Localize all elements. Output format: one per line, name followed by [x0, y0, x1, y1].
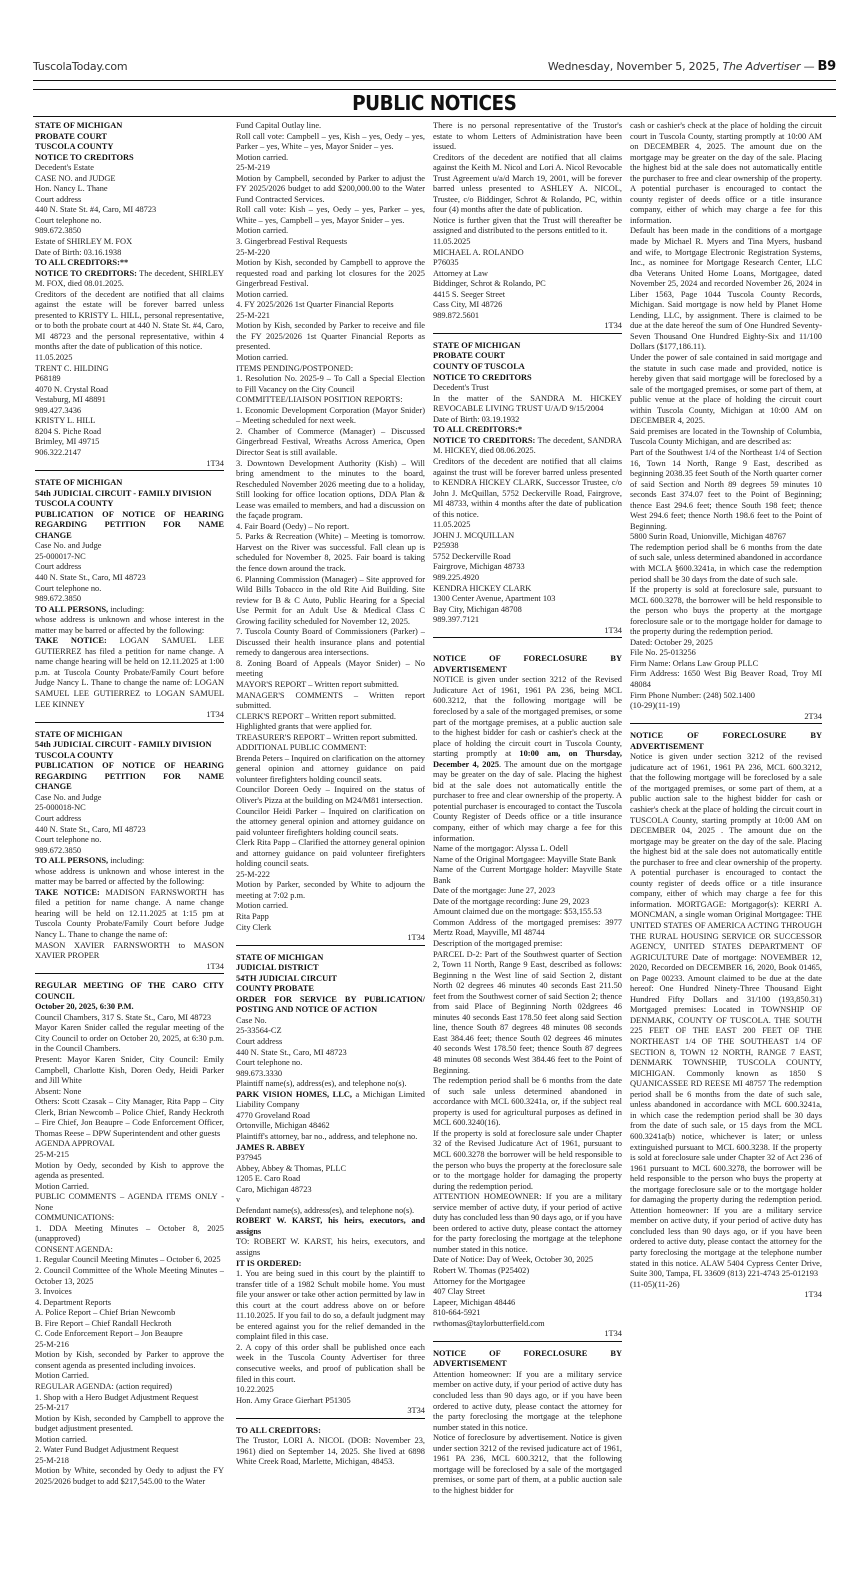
notice-foreclosure-myers: NOTICE OF FORECLOSURE BY ADVERTISEMENT Attention homeowner: If you are a military service member on active duty, if your period of active duty has concluded less than 90 days ago, or if you have been ordered to active duty, please contact the attorney for the party foreclosing the mortgage at the telephone number stated in this notice. Notice of foreclosure by advertisement. Notice is given under section 3212 of the revised judicature act of 1961, 1961 PA 236, MCL 600.3212, that the following mortgage will be foreclosed by a sale of the mortgaged premises, or some part of them, at a public auction sale to the highest bidder for	[433, 1348, 622, 1495]
text-line: COMMUNICATIONS:	[35, 1213, 115, 1223]
text-line: Part of the Southwest 1/4 of the Northeast 1/4 of Section 16, Town 14 North, Range 9 East, described as beginning 2038.35 feet South of the North quarter corner of said Section and North 89 degrees 59 minutes 10 seconds East 374.07 feet to the Point of Beginning; thence East 294.6 feet; thence South 198 feet; thence West 294.6 feet; thence North 198.6 feet to the Point of Beginning.	[630, 447, 822, 531]
text-line: 25-M-222	[236, 869, 270, 879]
text-line: ITEMS PENDING/POSTPONED:	[236, 363, 354, 373]
text-line: Motion by Kish, seconded by Campbell to approve the budget adjustment presented.	[35, 1413, 224, 1434]
text-line: 5800 Surin Road, Unionville, Michigan 48767	[630, 532, 787, 542]
text-line: ADDITIONAL PUBLIC COMMENT:	[236, 743, 367, 753]
text-line: Motion carried.	[236, 152, 289, 162]
text-line: cash or cashier's check at the place of holding the circuit court in Tuscola County, starting promptly at 10:00 AM on DECEMBER 4, 2025. The amount due on the mortgage may be greater on the day of the sale. Placing the highest bid at the sale does not automatically entitle the purchaser to free and clear ownership of the property. A potential purchaser is encouraged to contact the county register of deeds office or a title insurance company, either of which may charge a fee for this information.	[630, 121, 822, 225]
text-line: A. Police Report – Chief Brian Newcomb	[35, 1308, 176, 1318]
text-line: Attorney for the Mortgagee	[433, 1276, 526, 1286]
text-line: 3. Downtown Development Authority (Kish) – Will bring amendment to the minutes to the board, Rescheduled November 2026 meeting due to a holiday, Still looking for office location options, DDA Plan & Lease was emailed to members, and had a discussion on the façade program.	[236, 458, 425, 521]
section-header	[33, 89, 836, 117]
text-line: REGULAR AGENDA: (action required)	[35, 1381, 172, 1391]
text-line: Amount claimed due on the mortgage: $53,155.53	[433, 907, 602, 917]
text-line: Motion carried.	[236, 226, 289, 236]
text-line: Robert W. Thomas (P25402)	[433, 1265, 530, 1275]
insertion-code: 1T34	[206, 710, 224, 720]
text-line: MICHAEL A. ROLANDO	[433, 247, 524, 257]
column-1	[35, 121, 224, 1487]
text-line: 2. Chamber of Commerce (Manager) – Discussed Gingerbread Festival, Wreaths Across America, Open Director Seat is still available.	[236, 426, 425, 457]
text-line: Name of the mortgagor: Alyssa L. Odell	[433, 844, 569, 854]
text-line: Roll call vote: Campbell – yes, Kish – yes, Oedy – yes, Parker – yes, White – yes, Mayor Snider – yes.	[236, 131, 425, 152]
text-line: Motion carried.	[35, 1434, 88, 1444]
column-3	[433, 121, 622, 1496]
line: Decedent's Estate	[35, 163, 94, 173]
text-line: Motion Carried.	[35, 1371, 89, 1381]
insertion-code: 1T34	[604, 1329, 622, 1339]
text-line: 4. FY 2025/2026 1st Quarter Financial Reports	[236, 300, 394, 310]
text-line: Roll call vote: Kish – yes, Oedy – yes, Parker – yes, White – yes, Campbell – yes, Mayor Snider – yes.	[236, 205, 425, 225]
text-line: JOHN J. MCQUILLAN	[433, 530, 515, 540]
text-line: Motion by Oedy, seconded by Kish to approve the agenda as presented.	[35, 1160, 224, 1181]
line: Court telephone no.	[35, 215, 102, 225]
divider	[35, 973, 224, 974]
notice-foreclosure-myers-continued	[630, 121, 822, 722]
text-line: 4415 S. Seeger Street	[433, 289, 506, 299]
divider	[35, 470, 224, 471]
text-line: Motion by Parker, seconded by White to adjourn the meeting at 7:02 p.m.	[236, 880, 425, 900]
text-line: Firm Name: Orlans Law Group PLLC	[630, 658, 759, 668]
line: 440 N. State St. #4, Caro, MI 48723	[35, 205, 157, 215]
notice-caro-council-minutes-continued	[236, 121, 425, 944]
text-line: COMMITTEE/LIAISON POSITION REPORTS:	[236, 395, 403, 405]
text-line: Brenda Peters – Inquired on clarification on the attorney general opinion and attorney guidance on paid volunteer firefighters holding council seats.	[236, 753, 425, 784]
notice-foreclosure-odell: NOTICE OF FORECLOSURE BY ADVERTISEMENT NOTICE is given under section 3212 of the Revised Judicature Act of 1961, 1961 PA 236, being MCL 600.3212, that the following mortgage will be foreclosed by a sale of the mortgaged premises, or some part of the mortgage premises, at a public auction sale to the highest bidder for cash or cashier's check at the place of holding the circuit court in Tuscola County, starting promptly at 10:00 am, on Thursday, December 4, 2025. The amount due on the mortgage may be greater on the day of sale. Placing the highest bid at the sale does not automatically entitle the purchaser to free and clear ownership of the property. A potential purchaser is encouraged to contact the Tuscola County Register of Deeds office or a title insurance company, either of which may charge a fee for this information. Name of the mortgagor: Alyssa L. Odell Name of the Original Mortgagee: Mayville State Bank Name of the Current Mortgage holder: Mayville State Bank Date of the mortgage: June 27, 2023 Date of the mortgage recording: June 29, 2023 Amount claimed due on the mortgage: $53,155.53 Common Address of the mortgaged premises: 3977 Mertz Road, Mayville, MI 48744 Description of the mortgaged premise: PARCEL D-2: Part of the Southwest quarter of Section 2, Town 11 North, Range 9 East, described as follows: Beginning n the West line of said Section 2, distant North 02 degrees 46 minutes 40 seconds East 211.50 feet from the Southwest corner of said Section 2; thence from said Place of Beginning North 02dgrees 46 minutes 40 seconds East 178.50 feet along said Section line, thence South 87 degrees 48 minutes 08 seconds East 384.46 feet; thence South 02 degrees 46 minutes 40 seconds West 178.50 feet; thence South 87 degrees 48 minutes 08 seconds West 384.46 feet to the Point of Beginning. The redemption period shall be 6 months from the date of such sale unless determined abandoned in accordance with MCL 600.3241a, or, if the subject real property is used for agricultural purposes as defined in MCL 600.3240(16). If the property is sold at foreclosure sale under Chapter 32 of the Revised Judicature Act of 1961, pursuant to MCL 600.3278 the borrower will be held responsible to the person who buys the property at the foreclosure sale or to the mortgage holder for damaging the property during the redemption period. ATTENTION HOMEOWNER: If you are a military service member of active duty, if your period of active duty has concluded less than 90 days ago, or if you have been ordered to active duty, please contact the attorney for the party foreclosing the mortgage at the telephone number stated in this notice. Date of Notice: Day of Week, October 30, 2025 Robert W. Thomas (P25402) Attorney for the Mortgagee 407 Clay Street Lapeer, Michigan 48446 810-664-5921 rwthomas@taylorbutterfield.com 1T34	[433, 654, 622, 1339]
issue-date: Wednesday, November 5, 2025,	[547, 60, 723, 73]
column-2	[236, 121, 425, 1468]
text-line: Absent: None	[35, 1086, 82, 1096]
text-line: 4. Fair Board (Oedy) – No report.	[236, 521, 350, 531]
line: Date of Birth: 03.16.1938	[35, 247, 122, 257]
text-line: 3. Invoices	[35, 1287, 72, 1297]
text-line: Fairgrove, Michigan 48733	[433, 562, 525, 572]
text-line: Biddinger, Schrot & Rolando, PC	[433, 279, 546, 289]
notice-paragraph: NOTICE TO CREDITORS: The decedent, SHIRLEY M. FOX, died 08.01.2025.	[35, 268, 224, 289]
text-line: 989.397.7121	[433, 615, 480, 625]
text-line: Motion carried.	[236, 353, 289, 363]
text-line: 1300 Center Avenue, Apartment 103	[433, 594, 556, 604]
text-line: Dated: October 29, 2025	[630, 637, 713, 647]
text-line: File No. 25-013256	[630, 648, 696, 658]
text-line: 8. Zoning Board of Appeals (Mayor Snider) – No meeting	[236, 658, 425, 679]
heading: TUSCOLA COUNTY	[35, 142, 114, 152]
notice-name-change-gutierrez: STATE OF MICHIGAN 54th JUDICIAL CIRCUIT - FAMILY DIVISION TUSCOLA COUNTY PUBLICATION OF NOTICE OF HEARING REGARDING PETITION FOR NAME CHANGE Case No. and Judge 25-000017-NC Court address 440 N. State St., Caro, MI 48723 Court telephone no. 989.672.3850 TO ALL PERSONS, including: whose address is unknown and whose interest in the matter may be barred or affected by the following: TAKE NOTICE: LOGAN SAMUEL LEE GUTIERREZ has filed a petition for name change. A name change hearing will be held on 12.11.2025 at 1:00 p.m. at Tuscola County Probate/Family Court before Judge Nancy L. Thane to change the name of: LOGAN SAMUEL LEE GUTIERREZ to LOGAN SAMUEL LEE KINNEY 1T34	[35, 478, 224, 720]
divider	[35, 722, 224, 723]
text-line: 989.225.4920	[433, 572, 480, 582]
text-line: 25-M-220	[236, 247, 270, 257]
text-line: Mayor Karen Snider called the regular meeting of the City Council to order on October 20, 2025, at 6:30 p.m. in the Council Chambers.	[35, 1023, 224, 1054]
text-line: 25-M-218	[35, 1455, 69, 1465]
text-line: Date of Notice: Day of Week, October 30, 2025	[433, 1255, 594, 1265]
masthead	[33, 56, 836, 81]
notice-probate-fox: STATE OF MICHIGAN PROBATE COURT TUSCOLA COUNTY NOTICE TO CREDITORS Decedent's Estate CASE NO. and JUDGE Hon. Nancy L. Thane Court address 440 N. State St. #4, Caro, MI 48723 Court telephone no. 989.672.3850 Estate of SHIRLEY M. FOX Date of Birth: 03.16.1938 TO ALL CREDITORS:** NOTICE TO CREDITORS: The decedent, SHIRLEY M. FOX, died 08.01.2025. Creditors of the decedent are notified that all claims against the estate will be forever barred unless presented to KRISTY L. HILL, personal representative, or to both the probate court at 440 N. State St. #4, Caro, MI 48723 and the personal representative, within 4 months after the date of publication of this notice. 11.05.2025 TRENT C. HILDING P68189 4070 N. Crystal Road Vestaburg, MI 48891 989.427.3436 KRISTY L. HILL 8204 S. Piche Road Brimley, MI 49715 906.322.2147 1T34	[35, 121, 224, 468]
text-line: 1. DDA Meeting Minutes – October 8, 2025 (unapproved)	[35, 1223, 224, 1244]
insertion-code: 3T34	[407, 1406, 425, 1416]
divider	[236, 1418, 425, 1419]
section-title: PUBLIC NOTICES	[352, 91, 517, 115]
line: CASE NO. and JUDGE	[35, 173, 116, 183]
text-line: ATTENTION HOMEOWNER: If you are a military service member of active duty, if your period of active duty has concluded less than 90 days ago, or if you have been ordered to active duty, please contact the attorney for the party foreclosing the mortgage at the telephone number stated in this notice.	[433, 1192, 622, 1254]
text-line: (10-29)(11-19)	[630, 701, 680, 711]
text-line: Fund Capital Outlay line.	[236, 121, 322, 130]
divider	[433, 637, 622, 638]
text-line: 4. Department Reports	[35, 1297, 112, 1307]
text-line: Under the power of sale contained in said mortgage and the statute in such case made and provided, notice is hereby given that said mortgage will be foreclosed by a sale of the mortgaged premises, or some part of them, at public venue at the place of holding the circuit court within Tuscola County, Michigan at 10:00 AM on DECEMBER 4, 2025.	[630, 353, 822, 426]
text-line: 2. Water Fund Budget Adjustment Request	[35, 1445, 179, 1455]
text-line: TREASURER'S REPORT – Written report submitted.	[236, 732, 418, 742]
text-line: 810-664-5921	[433, 1308, 481, 1318]
text-line: Attorney at Law	[433, 268, 488, 278]
line: Hon. Nancy L. Thane	[35, 184, 108, 194]
text-line: If the property is sold at foreclosure sale, pursuant to MCL 600.3278, the borrower will be held responsible to the person who buys the property at the mortgage foreclosure sale or to the mortgage holder for damage to the property during the redemption period.	[630, 585, 822, 637]
notice-nicol-trust: TO ALL CREDITORS: The Trustor, LORI A. NICOL (DOB: November 23, 1961) died on September 14, 2025. She lived at 6898 White Creek Road, Marlette, Michigan, 48453.	[236, 1425, 425, 1467]
text-line: 989.872.5601	[433, 310, 480, 320]
text-line: KENDRA HICKEY CLARK	[433, 583, 532, 593]
text-line: Motion by Campbell, seconded by Parker to adjust the FY 2025/2026 budget to add $200,000.00 to the Water Fund Contracted Services.	[236, 173, 425, 204]
divider	[236, 945, 425, 946]
text-line: Councilor Heidi Parker – Inquired on clarification on the attorney general opinion and attorney guidance on paid volunteer firefighters holding council seats.	[236, 806, 425, 837]
text-line: Motion by Kish, seconded by Parker to approve the consent agenda as presented including invoices.	[35, 1350, 224, 1370]
text-line: The redemption period shall be 6 months from the date of such sale unless determined abandoned in accordance with MCL 600.3241a, or, if the subject real property is used for agricultural purposes as defined in MCL 600.3240(16).	[433, 1076, 622, 1128]
text-line: Said premises are located in the Township of Columbia, Tuscola County Michigan, and are described as:	[630, 426, 822, 447]
notice-caro-council-minutes: REGULAR MEETING OF THE CARO CITY COUNCIL October 20, 2025, 6:30 P.M. Council Chambers, 317 S. State St., Caro, MI 48723 Mayor Karen Snider called the regular meeting of the City Council to order on October 20, 2025, at 6:30 p.m. in the Council Chambers. Present: Mayor Karen Snider, City Council: Emily Campbell, Charlotte Kish, Doren Oedy, Heidi Parker and Jill White Absent: None Others: Scott Czasak – City Manager, Rita Papp – City Clerk, Brian Newcomb – Police Chief, Randy Heckroth – Fire Chief, Jon Beaupre – Code Enforcement Officer, Thomas Reese – DPW Superintendent and other guests AGENDA APPROVAL 25-M-215 Motion by Oedy, seconded by Kish to approve the agenda as presented. Motion Carried. PUBLIC COMMENTS – AGENDA ITEMS ONLY - None COMMUNICATIONS: 1. DDA Meeting Minutes – October 8, 2025 (unapproved) CONSENT AGENDA: 1. Regular Council Meeting Minutes – October 6, 2025 2. Council Committee of the Whole Meeting Minutes – October 13, 2025 3. Invoices 4. Department Reports A. Police Report – Chief Brian Newcomb B. Fire Report – Chief Randall Heckroth C. Code Enforcement Report – Jon Beaupre 25-M-216 Motion by Kish, seconded by Parker to approve the consent agenda as presented including invoices. Motion Carried. REGULAR AGENDA: (action required) 1. Shop with a Hero Budget Adjustment Request 25-M-217 Motion by Kish, seconded by Campbell to approve the budget adjustment presented. Motion carried. 2. Water Fund Budget Adjustment Request 25-M-218 Motion by White, seconded by Oedy to adjust the FY 2025/2026 budget to add $217,545.00 to the Water	[35, 981, 224, 1486]
text-line: Others: Scott Czasak – City Manager, Rita Papp – City Clerk, Brian Newcomb – Police Chief, Randy Heckroth – Fire Chief, Jon Beaupre – Code Enforcement Officer, Thomas Reese – DPW Superintendent and other guests	[35, 1097, 224, 1138]
text-line: There is no personal representative of the Trustor's estate to whom Letters of Administration have been issued.	[433, 121, 622, 152]
line: Court address	[35, 194, 82, 204]
divider	[433, 1341, 622, 1342]
text-line: Clerk Rita Papp – Clarified the attorney general opinion and attorney guidance on paid volunteer firefighters holding council seats.	[236, 838, 425, 869]
text-line: Motion carried.	[236, 901, 289, 911]
text-line: 11.05.2025	[433, 237, 471, 247]
text-line: 1. Economic Development Corporation (Mayor Snider) – Meeting scheduled for next week.	[236, 405, 425, 426]
text-line: Motion by Kish, seconded by Campbell to approve the requested road and parking lot closures for the 2025 Gingerbread Festival.	[236, 258, 425, 289]
text-line: 5752 Deckerville Road	[433, 551, 511, 561]
divider	[630, 723, 822, 724]
notice-foreclosure-moncman: NOTICE OF FORECLOSURE BY ADVERTISEMENT Notice is given under section 3212 of the revised judicature act of 1961, 1961 PA 236, MCL 600.3212, that the following mortgage will be foreclosed by a sale of the mortgaged premises, or some part of them, at a public auction sale to the highest bidder for cash or cashier's check at the place of holding the circuit court in TUSCOLA County, starting promptly at 10:00 AM on DECEMBER 04, 2025 . The amount due on the mortgage may be greater on the day of the sale. Placing the highest bid at the sale does not automatically entitle the purchaser to free and clear ownership of the property. A potential purchaser is encouraged to contact the county register of deeds office or a title insurance company, either of which may charge a fee for this information. MORTGAGE: Mortgagor(s): KERRI A. MONCMAN, a single woman Original Mortgagee: THE UNITED STATES OF AMERICA ACTING THROUGH THE RURAL HOUSING SERVICE OR SUCCESSOR AGENCY, UNITED STATES DEPARTMENT OF AGRICULTURE Date of mortgage: NOVEMBER 12, 2020, Recorded on DECEMBER 16, 2020, Book 01465, on Page 00233. Amount claimed to be due at the date hereof: One Hundred Ninety-Three Thousand Eight Hundred Fifty Dollars and 31/100 (193,850.31) Mortgaged premises: Located in TOWNSHIP OF DENMARK, COUNTY OF TUSCOLA. THE SOUTH 225 FEET OF THE EAST 200 FEET OF THE NORTHEAST 1/4 OF THE SOUTHEAST 1/4 OF SECTION 8, TOWN 12 NORTH, RANGE 7 EAST, DENMARK TOWNSHIP, TUSCOLA COUNTY, MICHIGAN. Commonly known as 1850 S QUANICASSEE RD REESE MI 48757 The redemption period shall be 6 months from the date of such sale, unless abandoned in accordance with MCL 600.3241a, in which case the redemption period shall be 30 days from the date of such sale, or 15 days from the MCL 600.3241a(b) notice, whichever is later; or unless extinguished pursuant to MCL 600.3238. If the property is sold at foreclosure sale under Chapter 32 of Act 236 of 1961 pursuant to MCL 600.3278, the borrower will be held responsible to the person who buys the property at the mortgage foreclosure sale or to the mortgage holder for damaging the property during the redemption period. Attention homeowner: If you are a military service member on active duty, if your period of active duty has concluded less than 90 days ago, or if you have been ordered to active duty, please contact the attorney for the party foreclosing the mortgage at the telephone number stated in this notice. ALAW 5404 Cypress Center Drive, Suite 300, Tampa, FL 33609 (813) 221-4743 25-012193 (11-05)(11-26) 1T34	[630, 731, 822, 1300]
text-line: CONSENT AGENDA:	[35, 1244, 113, 1254]
insertion-code: 1T34	[604, 625, 622, 635]
page-number: B9	[817, 59, 836, 74]
dash: —	[800, 60, 815, 73]
text-line: Name of the Current Mortgage holder: Mayville State Bank	[433, 865, 622, 885]
notice-nicol-trust-continued	[433, 121, 622, 332]
text-line: 6. Planning Commission (Manager) – Site approved for Wild Bills Tobacco in the old Rite Aid Building. Site review for B & C Auto, Public Hearing for a Special Use Permit for an Adult Use & Medical Class C Growing facility scheduled for November 12, 2025.	[236, 574, 425, 626]
text-line: P25938	[433, 541, 459, 551]
site-name: TuscolaToday.com	[33, 60, 128, 73]
text-line: Creditors of the decedent are notified that all claims against the Keith M. Nicol and Lori A. Nicol Revocable Trust Agreement u/a/d March 19, 2001, will be forever barred unless presented to ASHLEY A. NICOL, Trustee, c/o Biddinger, Schrot & Rolando, PC, within four (4) months after the date of publication.	[433, 152, 622, 215]
heading: PROBATE COURT	[35, 131, 107, 141]
text-line: C. Code Enforcement Report – Jon Beaupre	[35, 1329, 183, 1339]
column-4	[630, 121, 822, 1301]
notice-name-change-farnsworth: STATE OF MICHIGAN 54th JUDICIAL CIRCUIT - FAMILY DIVISION TUSCOLA COUNTY PUBLICATION OF NOTICE OF HEARING REGARDING PETITION FOR NAME CHANGE Case No. and Judge 25-000018-NC Court address 440 N. State St., Caro, MI 48723 Court telephone no. 989.672.3850 TO ALL PERSONS, including: whose address is unknown and whose interest in the matter may be barred or affected by the following: TAKE NOTICE: MADISON FARNSWORTH has filed a petition for name change. A name change hearing will be held on 12.11.2025 at 1:15 pm at Tuscola County Probate/Family Court before Judge Nancy L. Thane to change the name of: MASON XAVIER FARNSWORTH to MASON XAVIER PROPER 1T34	[35, 729, 224, 971]
line: 989.672.3850	[35, 226, 82, 236]
body-paragraph: Creditors of the decedent are notified that all claims against the estate will be forever barred unless presented to KRISTY L. HILL, personal representative, or to both the probate court at 440 N. State St. #4, Caro, MI 48723 and the personal representative, within 4 months after the date of publication of this notice.	[35, 289, 224, 352]
text-line: 1. Regular Council Meeting Minutes – October 6, 2025	[35, 1255, 221, 1265]
minutes-paragraphs	[35, 1013, 224, 1488]
text-line: 7. Tuscola County Board of Commissioners (Parker) – Discussed their health insurance plans and potential remedy to dangerous area intersections.	[236, 627, 425, 658]
text-line: Bay City, Michigan 48708	[433, 604, 522, 614]
text-line: 11.05.2025	[433, 520, 471, 530]
text-line: 1. Resolution No. 2025-9 – To Call a Special Election to Fill Vacancy on the City Council	[236, 374, 425, 394]
text-line: City Clerk	[236, 922, 272, 932]
text-line: Description of the mortgaged premise:	[433, 939, 563, 949]
publication-name: The Advertiser	[722, 60, 801, 73]
insertion-code: 1T34	[206, 458, 224, 468]
insertion-code: 1T34	[604, 321, 622, 331]
text-line: 407 Clay Street	[433, 1287, 486, 1297]
text-line: P76035	[433, 258, 459, 268]
text-line: Lapeer, Michigan 48446	[433, 1297, 516, 1307]
text-line: B. Fire Report – Chief Randall Heckroth	[35, 1318, 172, 1328]
text-line: Rita Papp	[236, 912, 269, 922]
heading: NOTICE TO CREDITORS	[35, 152, 134, 162]
text-line: Name of the Original Mortgagee: Mayville State Bank	[433, 854, 617, 864]
text-line: Present: Mayor Karen Snider, City Council: Emily Campbell, Charlotte Kish, Doren Oedy, Heidi Parker and Jill White	[35, 1055, 224, 1086]
text-line: MAYOR'S REPORT – Written report submitted.	[236, 679, 399, 689]
text-line: Motion by White, seconded by Oedy to adjust the FY 2025/2026 budget to add $217,545.00 to the Water	[35, 1466, 224, 1486]
text-line: 25-M-215	[35, 1149, 69, 1159]
line: Estate of SHIRLEY M. FOX	[35, 237, 133, 247]
text-line: Date of the mortgage: June 27, 2023	[433, 886, 556, 896]
text-line: Councilor Doreen Oedy – Inquired on the status of Oliver's Pizza at the building on M24/M81 intersection.	[236, 785, 425, 805]
insertion-code: 1T34	[804, 1290, 822, 1300]
issue-info	[548, 59, 836, 74]
insertion-code: 1T34	[206, 961, 224, 971]
text-line: PUBLIC COMMENTS – AGENDA ITEMS ONLY - None	[35, 1192, 224, 1212]
text-line: Common Address of the mortgaged premises: 3977 Mertz Road, Mayville, MI 48744	[433, 917, 622, 938]
text-line: If the property is sold at foreclosure sale under Chapter 32 of the Revised Judicature Act of 1961, pursuant to MCL 600.3278 the borrower will be held responsible to the person who buys the property at the foreclosure sale or to the mortgage holder for damaging the property during the redemption period.	[433, 1128, 622, 1191]
minutes-paragraphs	[236, 121, 425, 933]
text-line: MANAGER'S COMMENTS – Written report submitted.	[236, 690, 425, 711]
text-line: rwthomas@taylorbutterfield.com	[433, 1318, 545, 1328]
text-line: CLERK'S REPORT – Written report submitted.	[236, 711, 396, 721]
insertion-code: 2T34	[804, 711, 822, 721]
notice-order-service-publication: STATE OF MICHIGAN JUDICIAL DISTRICT 54TH JUDICIAL CIRCUIT COUNTY PROBATE ORDER FOR SERVICE BY PUBLICATION/ POSTING AND NOTICE OF ACTION Case No. 25-33564-CZ Court address 440 N. State St., Caro, MI 48723 Court telephone no. 989.673.3330 Plaintiff name(s), address(es), and telephone no(s). PARK VISION HOMES, LLC, a Michigan Limited Liability Company 4770 Groveland Road Ortonville, Michigan 48462 Plaintiff's attorney, bar no., address, and telephone no. JAMES R. ABBEY P37945 Abbey, Abbey & Thomas, PLLC 1205 E. Caro Road Caro, Michigan 48723 v Defendant name(s), address(es), and telephone no(s). ROBERT W. KARST, his heirs, executors, and assigns TO: ROBERT W. KARST, his heirs, executors, and assigns IT IS ORDERED: 1. You are being sued in this court by the plaintiff to transfer title of a 1982 Schult mobile home. You must file your answer or take other action permitted by law in this court at the court address above on or before 11.10.2025. If you fail to do so, a default judgment may be entered against you for the relief demanded in the complaint filed in this case. 2. A copy of this order shall be published once each week in the Tuscola County Advertiser for three consecutive weeks, and proof of publication shall be filed in this court. 10.22.2025 Hon. Amy Grace Gierhart P51305 3T34	[236, 952, 425, 1416]
text-line: Firm Address: 1650 West Big Beaver Road, Troy MI 48084	[630, 669, 822, 689]
text-line: Firm Phone Number: (248) 502.1400	[630, 690, 755, 700]
text-line: Motion Carried.	[35, 1181, 89, 1191]
text-line: Motion by Kish, seconded by Parker to receive and file the FY 2025/2026 1st Quarter Financial Reports as presented.	[236, 321, 425, 352]
text-line: Notice is further given that the Trust will thereafter be assigned and distributed to the persons entitled to it.	[433, 215, 622, 236]
notices-columns	[35, 121, 835, 1561]
text-line: 25-M-216	[35, 1339, 69, 1349]
text-line: 2. Council Committee of the Whole Meeting Minutes – October 13, 2025	[35, 1265, 224, 1286]
notice-hickey-trust: STATE OF MICHIGAN PROBATE COURT COUNTY OF TUSCOLA NOTICE TO CREDITORS Decedent's Trust In the matter of the SANDRA M. HICKEY REVOCABLE LIVING TRUST U/A/D 9/15/2004 Date of Birth: 03.19.1932 TO ALL CREDITORS:* NOTICE TO CREDITORS: The decedent, SANDRA M. HICKEY, died 08.06.2025. Creditors of the decedent are notified that all claims against the trust will be forever barred unless presented to KENDRA HICKEY CLARK, Successor Trustee, c/o John J. McQuillan, 5752 Deckerville Road, Fairgrove, MI 48733, within 4 months after the date of publication of this notice. 11.05.2025 JOHN J. MCQUILLAN P25938 5752 Deckerville Road Fairgrove, Michigan 48733 989.225.4920 KENDRA HICKEY CLARK 1300 Center Avenue, Apartment 103 Bay City, Michigan 48708 989.397.7121 1T34	[433, 340, 622, 635]
heading: STATE OF MICHIGAN	[35, 121, 123, 130]
text-line: Highlighted grants that were applied for.	[236, 722, 372, 732]
text-line: Council Chambers, 317 S. State St., Caro, MI 48723	[35, 1012, 212, 1022]
text-line: Cass City, MI 48726	[433, 300, 503, 310]
text-line: Default has been made in the conditions of a mortgage made by Michael R. Myers and Tina Myers, husband and wife, to Mortgage Electronic Registration Systems, Inc., as nominee for Mortgage Research Center, LLC dba Veterans United Home Loans, Mortgagee, dated November 25, 2024 and recorded November 26, 2024 in Liber 1563, Page 1044 Tuscola County Records, Michigan. Said mortgage is now held by Planet Home Lending, LLC, by assignment. There is claimed to be due at the date hereof the sum of One Hundred Seventy-Seven Thousand One Hundred Eighty-Six and 11/100 Dollars ($177,186.11).	[630, 226, 822, 352]
text-line: 25-M-217	[35, 1403, 69, 1413]
text-line: 25-M-221	[236, 310, 270, 320]
text-line: Motion carried.	[236, 289, 289, 299]
text-line: 5. Parks & Recreation (White) – Meeting is tomorrow. Harvest on the River was successful. Fall clean up is scheduled for November 8, 2025. Fair board is taking the fence down around the track.	[236, 532, 425, 573]
text-line: 1. Shop with a Hero Budget Adjustment Request	[35, 1392, 199, 1402]
divider	[433, 333, 622, 334]
insertion-code: 1T34	[407, 933, 425, 943]
to-all-creditors: TO ALL CREDITORS:**	[35, 258, 129, 268]
text-line: 3. Gingerbread Festival Requests	[236, 237, 348, 247]
text-line: PARCEL D-2: Part of the Southwest quarter of Section 2, Town 11 North, Range 9 East, described as follows: Beginning n the West line of said Section 2, distant North 02 degrees 46 minutes 40 seconds East 211.50 feet from the Southwest corner of said Section 2; thence from said Place of Beginning North 02dgrees 46 minutes 40 seconds East 178.50 feet along said Section line, thence South 87 degrees 48 minutes 08 seconds East 384.46 feet; thence South 02 degrees 46 minutes 40 seconds West 178.50 feet; thence South 87 degrees 48 minutes 08 seconds West 384.46 feet to the Point of Beginning.	[433, 949, 622, 1075]
text-line: 25-M-219	[236, 163, 270, 173]
text-line: The redemption period shall be 6 months from the date of such sale, unless determined abandoned in accordance with MCLA §600.3241a, in which case the redemption period shall be 30 days from the date of such sale.	[630, 542, 822, 584]
text-line: AGENDA APPROVAL	[35, 1139, 115, 1149]
text-line: Date of the mortgage recording: June 29, 2023	[433, 896, 590, 906]
